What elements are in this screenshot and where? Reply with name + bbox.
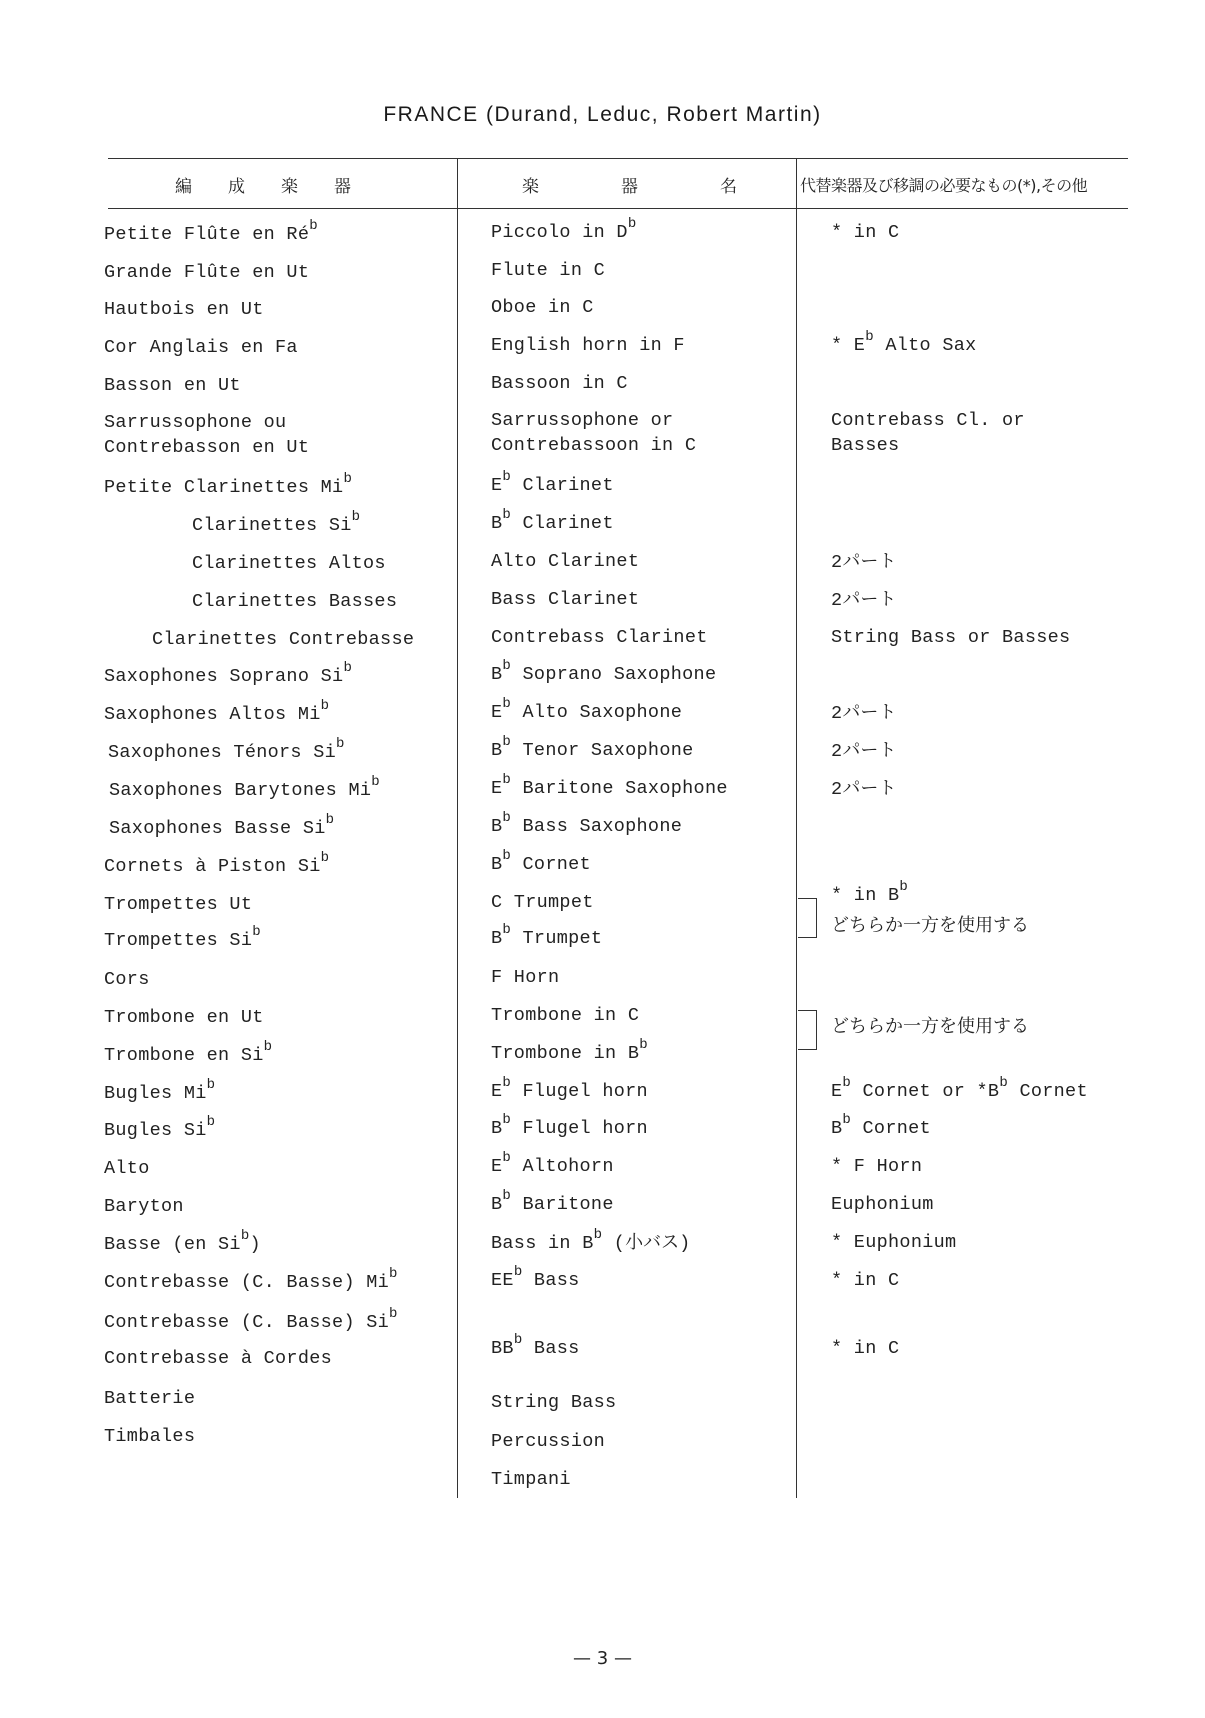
instrument-name-cell: Piccolo in $D^b$ bbox=[491, 216, 637, 243]
instrumentation-cell: Trompettes Si$^b$ bbox=[104, 924, 261, 951]
instrumentation-cell: Basse (en Si$^b$) bbox=[104, 1228, 261, 1255]
instrument-name-cell: Trombone in $B^b$ bbox=[491, 1037, 648, 1064]
instrument-name-cell: Trombone in C bbox=[491, 1005, 640, 1026]
substitute-note-cell: 2パート bbox=[831, 551, 897, 573]
substitute-note-cell: * in C bbox=[831, 222, 900, 243]
header-instrument-name: 楽器名 bbox=[522, 177, 819, 197]
substitute-note-cell: * $E^b$ Alto Sax bbox=[831, 329, 977, 356]
instrumentation-cell: Cor Anglais en Fa bbox=[104, 337, 298, 358]
instrument-name-cell: Bass Clarinet bbox=[491, 589, 640, 610]
instrument-name-cell: $B^b$ Baritone bbox=[491, 1188, 614, 1215]
instrument-name-cell: $B^b$ Cornet bbox=[491, 848, 591, 875]
instrumentation-cell: Contrebasse (C. Basse) Mi$^b$ bbox=[104, 1266, 398, 1293]
instrument-name-cell: $E^b$ Altohorn bbox=[491, 1150, 614, 1177]
instrumentation-cell: Trombone en Si$^b$ bbox=[104, 1039, 273, 1066]
instrumentation-cell: Alto bbox=[104, 1158, 150, 1179]
substitute-note-cell: 2パート bbox=[831, 740, 897, 762]
instrument-name-cell: Sarrussophone or Contrebassoon in C bbox=[491, 410, 697, 456]
instrument-name-cell: C Trumpet bbox=[491, 892, 594, 913]
instrumentation-cell: Saxophones Soprano Si$^b$ bbox=[104, 660, 353, 687]
instrument-name-cell: Flute in C bbox=[491, 260, 606, 281]
instrumentation-cell: Clarinettes Altos bbox=[192, 553, 386, 574]
instrumentation-cell: Cornets à Piston Si$^b$ bbox=[104, 850, 330, 877]
instrument-name-cell: English horn in F bbox=[491, 335, 685, 356]
instrumentation-cell: Basson en Ut bbox=[104, 375, 241, 396]
instrumentation-cell: Contrebasse (C. Basse) Si$^b$ bbox=[104, 1306, 398, 1333]
instrument-name-cell: $E^b$ Alto Saxophone bbox=[491, 696, 683, 723]
instrumentation-cell: Saxophones Altos Mi$^b$ bbox=[104, 698, 330, 725]
instrumentation-cell: Clarinettes Basses bbox=[192, 591, 398, 612]
instrumentation-cell: Hautbois en Ut bbox=[104, 299, 264, 320]
instrumentation-cell: Bugles Si$^b$ bbox=[104, 1114, 216, 1141]
instrument-name-cell: $E^b$ Flugel horn bbox=[491, 1075, 648, 1102]
instrument-name-cell: Timpani bbox=[491, 1469, 571, 1490]
instrument-name-cell: String Bass bbox=[491, 1392, 617, 1413]
instrument-name-cell: F Horn bbox=[491, 967, 560, 988]
instrumentation-cell: Saxophones Ténors Si$^b$ bbox=[108, 736, 345, 763]
instrument-name-cell: $E^b$ Clarinet bbox=[491, 469, 614, 496]
instrumentation-cell: Contrebasse à Cordes bbox=[104, 1348, 333, 1369]
instrument-name-cell: $E^b$ Baritone Saxophone bbox=[491, 772, 728, 799]
instrumentation-cell: Batterie bbox=[104, 1388, 196, 1409]
page-number: — 3 — bbox=[573, 1648, 632, 1669]
substitute-note-cell: * in $B^b$ bbox=[831, 879, 909, 906]
instrument-name-cell: $B^b$ Flugel horn bbox=[491, 1112, 648, 1139]
instrument-name-cell: Bass in $B^b$ (小バス) bbox=[491, 1227, 691, 1254]
trombone-bracket bbox=[798, 1010, 817, 1050]
substitute-note-cell: どちらか一方を使用する bbox=[831, 1016, 1029, 1037]
instrumentation-cell: Sarrussophone ou Contrebasson en Ut bbox=[104, 412, 310, 458]
instrument-name-cell: Alto Clarinet bbox=[491, 551, 640, 572]
substitute-note-cell: 2パート bbox=[831, 778, 897, 800]
substitute-note-cell: Euphonium bbox=[831, 1194, 934, 1215]
substitute-note-cell: $E^b$ Cornet or $*B^b$ Cornet bbox=[831, 1075, 1088, 1102]
substitute-note-cell: 2パート bbox=[831, 589, 897, 611]
instrument-name-cell: $B^b$ Bass Saxophone bbox=[491, 810, 683, 837]
substitute-note-cell: * F Horn bbox=[831, 1156, 923, 1177]
instrumentation-cell: Cors bbox=[104, 969, 150, 990]
instrument-name-cell: Contrebass Clarinet bbox=[491, 627, 708, 648]
instrumentation-cell: Bugles Mi$^b$ bbox=[104, 1077, 216, 1104]
substitute-note-cell: String Bass or Basses bbox=[831, 627, 1071, 648]
instrument-name-cell: Oboe in C bbox=[491, 297, 594, 318]
instrument-name-cell: $BB^b$ Bass bbox=[491, 1332, 580, 1359]
instrumentation-cell: Petite Clarinettes Mi$^b$ bbox=[104, 471, 353, 498]
instrumentation-cell: Trompettes Ut bbox=[104, 894, 253, 915]
header-instrumentation: 編成楽器 bbox=[175, 177, 387, 197]
instrumentation-cell: Saxophones Basse Si$^b$ bbox=[109, 812, 335, 839]
instrumentation-cell: Clarinettes Contrebasse bbox=[152, 629, 415, 650]
column-divider-2 bbox=[796, 158, 797, 1498]
substitute-note-cell: * in C bbox=[831, 1270, 900, 1291]
column-divider-1 bbox=[457, 158, 458, 1498]
table-top-rule bbox=[108, 158, 1128, 159]
instrumentation-cell: Trombone en Ut bbox=[104, 1007, 264, 1028]
instrumentation-cell: Timbales bbox=[104, 1426, 196, 1447]
substitute-note-cell: どちらか一方を使用する bbox=[831, 915, 1029, 936]
substitute-note-cell: 2パート bbox=[831, 702, 897, 724]
instrument-name-cell: $B^b$ Trumpet bbox=[491, 922, 603, 949]
instrument-name-cell: $B^b$ Tenor Saxophone bbox=[491, 734, 694, 761]
substitute-note-cell: $B^b$ Cornet bbox=[831, 1112, 931, 1139]
header-substitutes: 代替楽器及び移調の必要なもの(*),その他 bbox=[800, 176, 1088, 195]
page-title: FRANCE (Durand, Leduc, Robert Martin) bbox=[383, 103, 822, 126]
header-bottom-rule bbox=[108, 208, 1128, 209]
instrumentation-cell: Grande Flûte en Ut bbox=[104, 262, 310, 283]
instrument-name-cell: $B^b$ Clarinet bbox=[491, 507, 614, 534]
instrument-name-cell: Percussion bbox=[491, 1431, 606, 1452]
substitute-note-cell: * in C bbox=[831, 1338, 900, 1359]
instrumentation-cell: Petite Flûte en $Ré^b$ bbox=[104, 218, 318, 245]
instrumentation-cell: Clarinettes Si$^b$ bbox=[192, 509, 361, 536]
instrumentation-cell: Baryton bbox=[104, 1196, 184, 1217]
instrumentation-cell: Saxophones Barytones Mi$^b$ bbox=[109, 774, 380, 801]
instrument-name-cell: $B^b$ Soprano Saxophone bbox=[491, 658, 717, 685]
instrument-name-cell: $EE^b$ Bass bbox=[491, 1264, 580, 1291]
trumpet-bracket bbox=[798, 898, 817, 938]
substitute-note-cell: Contrebass Cl. or Basses bbox=[831, 410, 1025, 456]
substitute-note-cell: * Euphonium bbox=[831, 1232, 957, 1253]
instrument-name-cell: Bassoon in C bbox=[491, 373, 628, 394]
